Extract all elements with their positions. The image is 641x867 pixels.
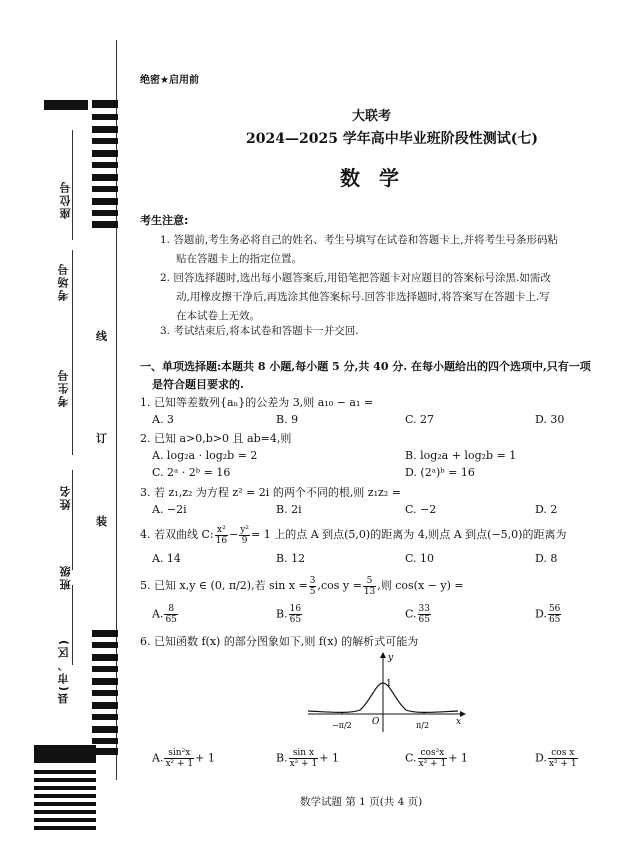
x-fraction <box>215 525 228 546</box>
question-6-graph <box>300 650 470 735</box>
fraction-den: 65 <box>548 615 561 625</box>
binding-char-line: 线 <box>96 330 107 343</box>
section-header-cont: 是符合题目要求的. <box>152 378 244 391</box>
option-label: D. <box>535 607 547 621</box>
interval: (0, π/2) <box>210 579 252 592</box>
question-1-option-b: B. 9 <box>276 413 299 426</box>
fraction-num: cos²x <box>418 748 448 759</box>
question-6-option-d <box>535 748 579 769</box>
question-3-option-d: D. 2 <box>535 503 558 516</box>
corner-block-bottom <box>34 745 96 763</box>
fraction-num: sin x <box>289 748 319 759</box>
fraction-num: 56 <box>548 604 561 614</box>
option-fraction <box>289 604 302 625</box>
question-2-option-c: C. 2ᵃ · 2ᵇ = 16 <box>152 466 231 479</box>
y-axis-label: y <box>388 653 394 663</box>
notice-item: 在本试卷上无效。 <box>176 310 260 322</box>
option-fraction <box>418 748 448 769</box>
fraction-den: 65 <box>289 615 302 625</box>
y-fraction-den: 9 <box>241 535 248 546</box>
sin-fraction <box>309 576 317 597</box>
y-axis-arrow <box>380 652 386 658</box>
barcode-strip-top <box>92 100 118 230</box>
origin-label: O <box>372 717 380 727</box>
county-label: 县(市、区) <box>57 638 70 705</box>
option-fraction <box>289 748 319 769</box>
option-label: D. <box>535 751 547 765</box>
question-6-option-b <box>276 748 339 769</box>
question-4-option-d: D. 8 <box>535 552 558 565</box>
question-5-option-c <box>405 604 432 625</box>
question-6-option-a <box>152 748 215 769</box>
corner-stripes-bottom <box>34 770 96 830</box>
confidential-mark: 绝密★启用前 <box>140 75 199 86</box>
cos-fraction-num: 5 <box>363 576 376 587</box>
x-axis-label: x <box>456 717 462 727</box>
subject-title: 数 学 <box>340 166 405 190</box>
seat-number-line <box>72 130 73 240</box>
question-1-stem: 1. 已知等差数列{aₙ}的公差为 3,则 a₁₀ − a₁ = <box>140 396 374 409</box>
option-fraction <box>548 748 578 769</box>
question-2-stem: 2. 已知 a>0,b>0 且 ab=4,则 <box>140 432 292 445</box>
question-4-stem-post: = 1 上的点 A 到点(5,0)的距离为 4,则点 A 到点(−5,0)的距离为 <box>251 528 567 541</box>
cos-fraction-den: 13 <box>363 586 376 597</box>
fraction-num: 16 <box>289 604 302 614</box>
binding-char-bind: 装 <box>96 515 107 528</box>
question-2-option-a: A. log₂a · log₂b = 2 <box>152 449 258 462</box>
corner-block-top <box>44 100 88 110</box>
question-2-option-d: D. (2ᵃ)ᵇ = 16 <box>405 466 475 479</box>
name-label: 姓名 <box>59 484 72 510</box>
question-3-stem: 3. 若 z₁,z₂ 为方程 z² = 2i 的两个不同的根,则 z₁z₂ = <box>140 486 401 499</box>
question-3-option-c: C. −2 <box>405 503 437 516</box>
fraction-num: 33 <box>418 604 430 614</box>
fraction-den: x² + 1 <box>289 759 318 769</box>
question-5-option-d <box>535 604 562 625</box>
question-1-option-a: A. 3 <box>152 413 174 426</box>
notice-item: 1. 答题前,考生务必将自己的姓名、考生号填写在试卷和答题卡上,并将考生号条形码粘 <box>160 234 559 246</box>
question-4-option-c: C. 10 <box>405 552 435 565</box>
option-label: B. <box>276 607 288 621</box>
question-5-stem-post: ,则 cos(x − y) = <box>377 579 464 592</box>
y-fraction <box>239 525 250 546</box>
pos-tick-label: π/2 <box>416 721 430 730</box>
question-4-option-a: A. 14 <box>152 552 181 565</box>
barcode-strip-bottom <box>92 630 118 755</box>
question-3-option-b: B. 2i <box>276 503 302 516</box>
option-fraction <box>164 604 177 625</box>
question-5-stem-mid2: ,cos y = <box>317 579 362 592</box>
neg-tick-label: −π/2 <box>332 721 352 730</box>
sin-fraction-den: 5 <box>309 586 316 597</box>
question-5-option-b <box>276 604 303 625</box>
option-label: C. <box>405 607 417 621</box>
fraction-den: 65 <box>165 615 177 625</box>
question-5-stem-pre: 5. 已知 x,y ∈ <box>140 579 208 592</box>
y-fraction-num: y² <box>240 524 249 535</box>
option-label: B. <box>276 751 288 765</box>
x-fraction-num: x² <box>215 525 228 536</box>
option-tail: + 1 <box>195 751 215 765</box>
option-label: A. <box>152 607 164 621</box>
question-1-option-d: D. 30 <box>535 413 565 426</box>
option-tail: + 1 <box>319 751 339 765</box>
question-4-option-b: B. 12 <box>276 552 306 565</box>
minus-sign: − <box>229 528 239 541</box>
option-label: A. <box>152 751 164 765</box>
question-6-stem: 6. 已知函数 f(x) 的部分图象如下,则 f(x) 的解析式可能为 <box>140 635 419 648</box>
class-label: 班级 <box>59 564 72 590</box>
cos-fraction <box>363 576 376 597</box>
exam-room-label: 考场号 <box>57 262 70 301</box>
x-fraction-den: 16 <box>215 535 228 546</box>
option-label: C. <box>405 751 417 765</box>
fraction-den: x² + 1 <box>548 759 577 769</box>
question-5-stem <box>140 572 464 600</box>
fraction-num: 8 <box>164 604 177 615</box>
org-name: 大联考 <box>352 109 392 124</box>
page-footer: 数学试题 第 1 页(共 4 页) <box>300 796 423 808</box>
fraction-den: 65 <box>418 615 430 625</box>
fraction-num: sin²x <box>164 748 194 759</box>
option-fraction <box>548 604 561 625</box>
class-line <box>72 585 73 665</box>
exam-title: 2024—2025 学年高中毕业班阶段性测试(七) <box>246 131 539 147</box>
fraction-den: x² + 1 <box>165 759 194 769</box>
y-value-one: 1 <box>386 679 392 689</box>
question-1-option-c: C. 27 <box>405 413 435 426</box>
question-4-stem-pre: 4. 若双曲线 C: <box>140 528 214 541</box>
notice-item: 2. 回答选择题时,选出每小题答案后,用铅笔把答题卡对应题目的答案标号涂黑.如需改 <box>160 272 551 284</box>
option-fraction <box>164 748 194 769</box>
question-5-option-a <box>152 604 179 625</box>
question-5-stem-mid1: ,若 sin x = <box>251 579 308 592</box>
seat-number-label: 座位号 <box>59 180 72 219</box>
notice-item: 3. 考试结束后,将本试卷和答题卡一并交回. <box>160 325 359 337</box>
binding-char-staple: 订 <box>96 432 107 445</box>
notice-item: 动,用橡皮擦干净后,再选涂其他答案标号.回答非选择题时,将答案写在答题卡上.写 <box>176 291 550 303</box>
notice-item: 贴在答题卡上的指定位置。 <box>176 253 302 265</box>
section-header: 一、单项选择题:本题共 8 小题,每小题 5 分,共 40 分. 在每小题给出的四个选项中,只有一项 <box>140 360 591 373</box>
question-2-option-b: B. log₂a + log₂b = 1 <box>405 449 517 462</box>
option-fraction <box>418 604 431 625</box>
fraction-den: x² + 1 <box>418 759 447 769</box>
question-3-option-a: A. −2i <box>152 503 187 516</box>
examinee-number-line <box>72 340 73 455</box>
question-6-option-c <box>405 748 468 769</box>
option-tail: + 1 <box>448 751 468 765</box>
examinee-number-label: 考生号 <box>57 368 70 407</box>
fraction-num: cos x <box>548 748 578 759</box>
notice-title: 考生注意: <box>140 214 189 227</box>
question-4-stem <box>140 521 566 549</box>
name-line <box>72 470 73 570</box>
binding-margin <box>0 0 130 867</box>
sin-fraction-num: 3 <box>309 575 316 586</box>
